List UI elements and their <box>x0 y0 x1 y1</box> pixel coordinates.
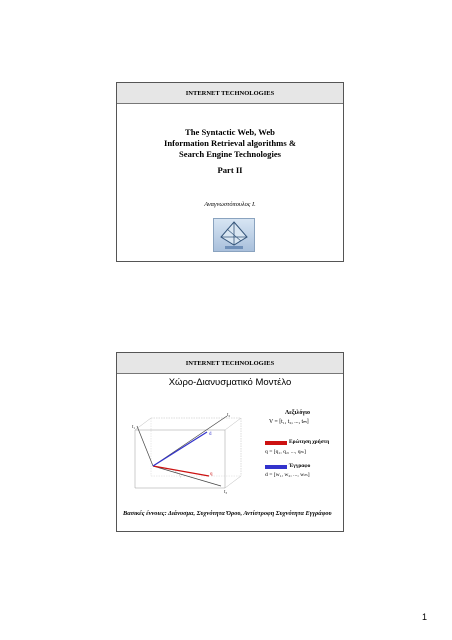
vocabulary-title: Λεξιλόγιο <box>285 410 311 416</box>
author: Αναγνωστόπουλος Ι. <box>204 201 256 208</box>
document-formula: d = [w₁, w₂, ..., wₘ] <box>265 472 310 478</box>
page-number: 1 <box>422 612 428 622</box>
slide-2 <box>116 352 344 532</box>
document-color-swatch <box>265 465 287 469</box>
key-concepts-text: Βασικές έννοιες: Διάνυσμα, Συχνότητα Όρου, Αντίστροφη Συχνότητα Εγγράφου <box>123 510 332 517</box>
vector-label-q: q <box>210 472 213 477</box>
axis-label-t1: t₁ <box>132 425 136 430</box>
slide-2-header: INTERNET TECHNOLOGIES <box>117 353 343 374</box>
slide-1 <box>116 82 344 262</box>
title-line-2: Information Retrieval algorithms & <box>164 138 296 148</box>
vector-space-diagram <box>121 408 249 498</box>
slide-2-title: Χώρο-Διανυσματικό Μοντέλο <box>168 377 292 388</box>
vocabulary-formula: V = [t₁, t₂, ..., tₘ] <box>269 419 309 425</box>
axis-label-t2: t₂ <box>227 413 231 418</box>
query-formula: q = [q₁, q₂, ..., qₘ] <box>265 449 306 455</box>
title-line-3: Search Engine Technologies <box>178 149 282 159</box>
university-logo <box>213 218 255 252</box>
document-label: Έγγραφο <box>289 463 311 469</box>
slide-1-header: INTERNET TECHNOLOGIES <box>117 83 343 104</box>
query-label: Ερώτηση χρήστη <box>289 439 330 445</box>
query-color-swatch <box>265 441 287 445</box>
vector-label-d: d <box>209 432 212 437</box>
title-part: Part II <box>217 165 243 175</box>
title-line-1: The Syntactic Web, Web <box>185 127 275 137</box>
axis-label-t3: t₃ <box>224 490 228 495</box>
